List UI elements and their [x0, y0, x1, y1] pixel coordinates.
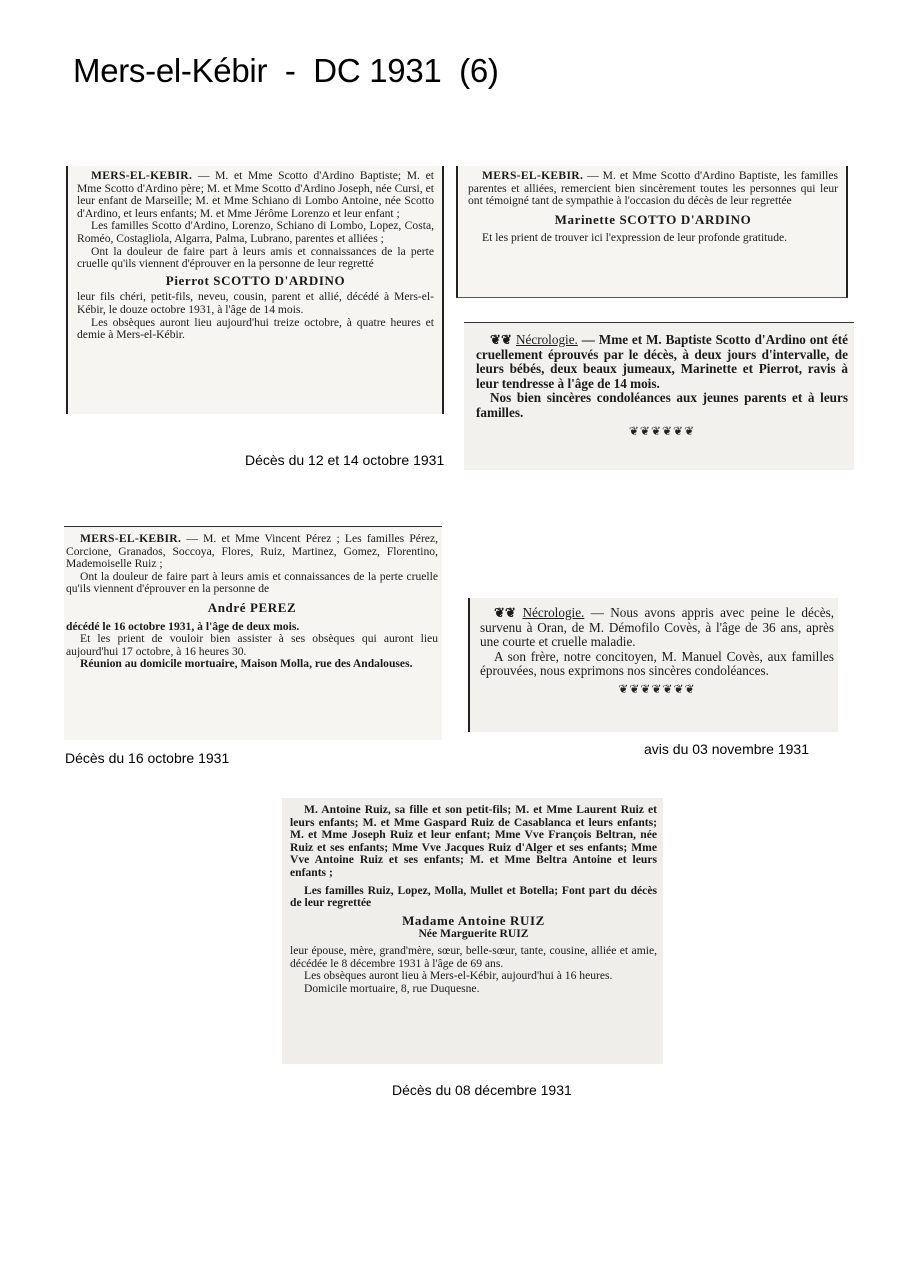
ornament-icon: ❦❦❦❦❦❦❦ [618, 681, 696, 696]
caption-08-decembre: Décès du 08 décembre 1931 [392, 1082, 572, 1098]
clipping-paragraph: Les obsèques auront lieu aujourd'hui treize octobre, à quatre heures et demie à Mers-el-Kébir. [77, 315, 434, 342]
ornament-icon: ❦❦ [490, 332, 513, 347]
clipping-paragraph: Domicile mortuaire, 8, rue Duquesne. [304, 981, 480, 995]
clipping-paragraph: Les familles Scotto d'Ardino, Lorenzo, Schiano di Lombo, Lopez, Costa, Roméo, Costagliola, Algarra, Palma, Lubrano, parentes et alliées ; [77, 219, 434, 245]
clipping-pierrot-scotto [66, 166, 444, 414]
deceased-name: Pierrot SCOTTO D'ARDINO [165, 272, 346, 288]
clipping-text: — M. et Mme Vincent Pérez ; Les familles Pérez, Corcione, Granados, Soccoya, Flores, Ruiz, Martinez, Gomez, Florentino, Mademoiselle Ruiz ; [66, 532, 438, 571]
page-title: Mers-el-Kébir - DC 1931 (6) [73, 52, 499, 89]
clipping-text: — Nous avons appris avec peine le décès, survenu à Oran, de M. Démofilo Covès, à l'âge de 36 ans, après une courte et cruelle maladie. [480, 605, 835, 650]
clipping-paragraph: Les obsèques auront lieu à Mers-el-Kébir, aujourd'hui à 16 heures. [304, 969, 613, 983]
clipping-lead: MERS-EL-KEBIR. [80, 532, 182, 545]
clipping-paragraph [77, 170, 434, 220]
clipping-paragraph: Ont la douleur de faire part à leurs amis et connaissances de la perte cruelle qu'ils viennent d'éprouver en la personne de [66, 569, 438, 596]
clipping-marinette-scotto [456, 166, 848, 298]
deceased-name: Marinette SCOTTO D'ARDINO [554, 211, 752, 227]
clipping-necrologie-jumeaux [464, 322, 854, 470]
clipping-paragraph: leur épouse, mère, grand'mère, sœur, belle-sœur, tante, cousine, alliée et amie, décédée le 8 décembre 1931 à l'âge de 69 ans. [290, 943, 657, 970]
clipping-paragraph: A son frère, notre concitoyen, M. Manuel Covès, aux familles éprouvées, nous exprimons nos sincères condoléances. [480, 648, 834, 679]
necrologie-heading: Nécrologie. [522, 605, 585, 620]
clipping-text: — Mme et M. Baptiste Scotto d'Ardino ont été cruellement éprouvés par le décès, à deux jours d'intervalle, de leurs bébés, deux beaux jumeaux, Marinette et Pierrot, ravis à leur tendresse à l'âge de 14 mois. [476, 332, 849, 391]
clipping-paragraph: décédé le 16 octobre 1931, à l'âge de deux mois. [66, 619, 300, 633]
deceased-name: André PEREZ [207, 599, 297, 615]
caption-16-octobre: Décès du 16 octobre 1931 [65, 750, 230, 766]
clipping-paragraph [476, 333, 848, 391]
clipping-necrologie-coves [468, 598, 838, 732]
clipping-paragraph: leur fils chéri, petit-fils, neveu, cousin, parent et allié, décédé à Mers-el-Kébir, le douze octobre 1931, à l'âge de 14 mois. [77, 290, 434, 316]
clipping-paragraph: Réunion au domicile mortuaire, Maison Molla, rue des Andalouses. [80, 657, 413, 671]
clipping-text: — M. et Mme Scotto d'Ardino Baptiste; M. et Mme Scotto d'Ardino père; M. et Mme Scotto d'Ardino Joseph, née Cursi, et leur enfant de Marseille; M. et Mme Schiano di Lombo Antoine, née Scotto d'Ardino, et leurs enfants; M. et Mme Jérôme Lorenzo et leur enfant ; [77, 169, 434, 220]
ornament-icon: ❦❦❦❦❦❦ [628, 423, 696, 438]
clipping-paragraph [476, 391, 848, 420]
clipping-paragraph: Et les prient de vouloir bien assister à ses obsèques qui auront lieu aujourd'hui 17 octobre, à 16 heures 30. [66, 632, 438, 658]
caption-12-14-octobre: Décès du 12 et 14 octobre 1931 [245, 452, 445, 468]
clipping-madame-ruiz [282, 798, 663, 1064]
clipping-text: Nos bien sincères condoléances aux jeunes parents et à leurs familles. [476, 390, 848, 420]
deceased-name: Madame Antoine RUIZ [402, 912, 545, 928]
deceased-maiden-name: Née Marguerite RUIZ [418, 927, 529, 941]
clipping-lead: MERS-EL-KEBIR. [91, 169, 193, 182]
clipping-paragraph [468, 170, 838, 208]
clipping-paragraph [480, 606, 834, 650]
clipping-paragraph [66, 533, 438, 571]
ornament-icon: ❦❦ [494, 605, 517, 620]
clipping-andre-perez [64, 526, 442, 740]
clipping-paragraph: Ont la douleur de faire part à leurs amis et connaissances de la perte cruelle qu'ils viennent d'éprouver en la personne de leur regretté [77, 244, 434, 271]
clipping-lead: MERS-EL-KEBIR. [482, 169, 584, 182]
clipping-paragraph: Les familles Ruiz, Lopez, Molla, Mullet et Botella; Font part du décès de leur regrettée [290, 883, 657, 910]
caption-03-novembre: avis du 03 novembre 1931 [644, 741, 809, 757]
clipping-paragraph: Et les prient de trouver ici l'expression de leur profonde gratitude. [482, 231, 788, 245]
clipping-text: — M. et Mme Scotto d'Ardino Baptiste, les familles parentes et alliées, remercient bien sincèrement toutes les personnes qui leur ont témoigné tant de sympathie à l'occasion du décès de leur regrettée [468, 169, 838, 208]
necrologie-heading: Nécrologie. [515, 332, 578, 347]
clipping-paragraph: M. Antoine Ruiz, sa fille et son petit-fils; M. et Mme Laurent Ruiz et leurs enfants; M. et Mme Gaspard Ruiz de Casablanca et leurs enfants; M. et Mme Joseph Ruiz et leur enfant; Mme Vve François Beltran, née Ruiz et ses enfants; Mme Vve Jacques Ruiz d'Alger et ses enfants; Mme Vve Antoine Ruiz et ses enfants; M. et Mme Beltra Antoine et leurs enfants ; [290, 803, 657, 879]
